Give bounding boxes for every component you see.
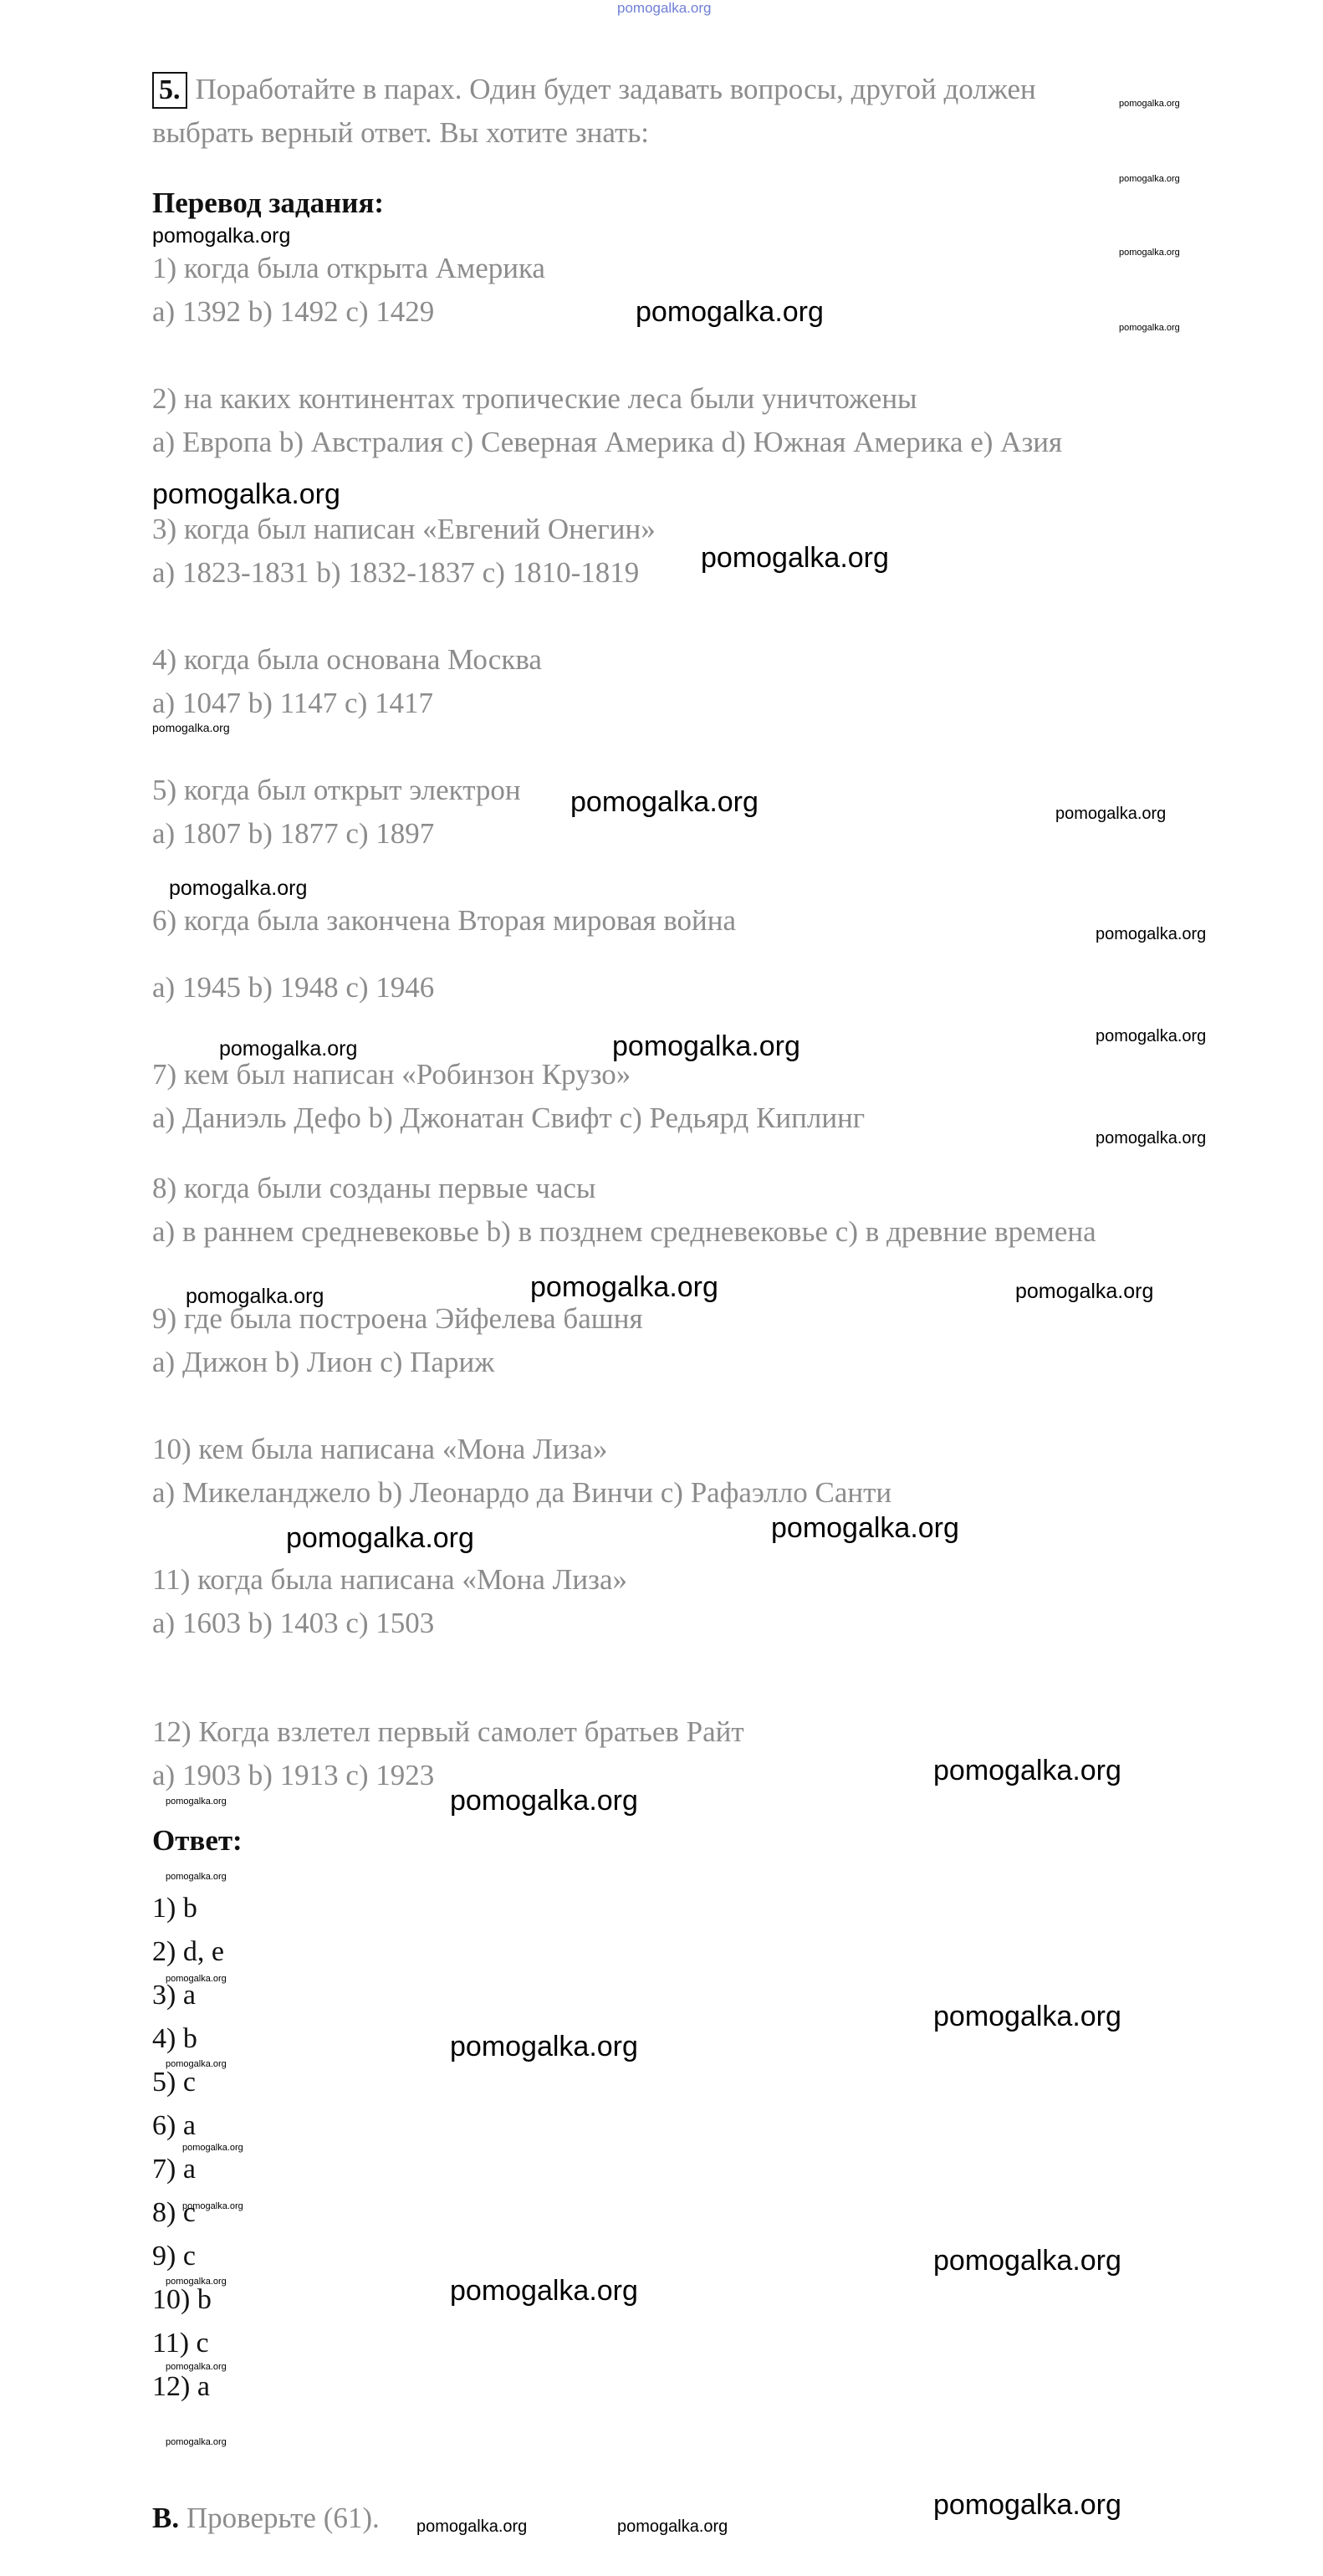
- answer-5: 5) c: [152, 2067, 196, 2098]
- options-6: a) 1945 b) 1948 c) 1946: [152, 971, 435, 1004]
- options-11: a) 1603 b) 1403 c) 1503: [152, 1607, 435, 1639]
- watermark: pomogalka.org: [152, 721, 230, 734]
- question-12: 12) Когда взлетел первый самолет братьев Райт: [152, 1715, 744, 1748]
- task-line-1: [152, 72, 1036, 109]
- question-3: 3) когда был написан «Евгений Онегин»: [152, 513, 656, 545]
- watermark: pomogalka.org: [166, 2362, 227, 2372]
- watermark: pomogalka.org: [450, 1785, 638, 1817]
- watermark: pomogalka.org: [152, 478, 340, 510]
- watermark: pomogalka.org: [166, 1974, 227, 1984]
- watermark: pomogalka.org: [166, 1797, 227, 1807]
- options-3: a) 1823-1831 b) 1832-1837 c) 1810-1819: [152, 556, 640, 589]
- answer-4: 4) b: [152, 2023, 197, 2054]
- watermark: pomogalka.org: [933, 2245, 1121, 2277]
- watermark: pomogalka.org: [1096, 1129, 1207, 1147]
- footer-text: Проверьте (61).: [186, 2502, 380, 2534]
- watermark: pomogalka.org: [636, 296, 824, 328]
- answer-2: 2) d, e: [152, 1936, 224, 1967]
- watermark: pomogalka.org: [933, 1755, 1121, 1786]
- options-7: a) Даниэль Дефо b) Джонатан Свифт c) Редьярд Киплинг: [152, 1101, 866, 1134]
- watermark: pomogalka.org: [933, 2001, 1121, 2032]
- question-5: 5) когда был открыт электрон: [152, 774, 521, 806]
- question-8: 8) когда были созданы первые часы: [152, 1172, 596, 1204]
- question-4: 4) когда была основана Москва: [152, 643, 542, 676]
- watermark: pomogalka.org: [182, 2143, 243, 2153]
- watermark: pomogalka.org: [612, 1030, 800, 1062]
- answer-heading: Ответ:: [152, 1824, 243, 1857]
- watermark: pomogalka.org: [701, 542, 889, 574]
- translation-heading: Перевод задания:: [152, 187, 385, 219]
- answer-11: 11) c: [152, 2328, 209, 2359]
- question-11: 11) когда была написана «Мона Лиза»: [152, 1563, 627, 1596]
- answer-9: 9) c: [152, 2241, 196, 2272]
- footer-letter: B.: [152, 2502, 180, 2534]
- site-header[interactable]: pomogalka.org: [617, 0, 712, 16]
- task-line-2: выбрать верный ответ. Вы хотите знать:: [152, 116, 650, 149]
- options-8: a) в раннем средневековье b) в позднем средневековье c) в древние времена: [152, 1215, 1096, 1248]
- watermark: pomogalka.org: [1096, 925, 1207, 943]
- question-6: 6) когда была закончена Вторая мировая война: [152, 904, 737, 937]
- answer-1: 1) b: [152, 1893, 197, 1924]
- watermark: pomogalka.org: [617, 2517, 728, 2536]
- watermark: pomogalka.org: [450, 2031, 638, 2062]
- watermark: pomogalka.org: [186, 1285, 324, 1308]
- options-2: a) Европа b) Австралия c) Северная Америка d) Южная Америка e) Азия: [152, 426, 1063, 458]
- options-9: a) Дижон b) Лион c) Париж: [152, 1346, 495, 1378]
- question-7: 7) кем был написан «Робинзон Крузо»: [152, 1058, 631, 1091]
- watermark: pomogalka.org: [166, 2059, 227, 2069]
- question-9: 9) где была построена Эйфелева башня: [152, 1302, 643, 1335]
- watermark: pomogalka.org: [570, 786, 759, 818]
- answer-3: 3) a: [152, 1980, 196, 2011]
- options-12: a) 1903 b) 1913 c) 1923: [152, 1759, 435, 1791]
- question-1: 1) когда была открыта Америка: [152, 252, 545, 284]
- task-number: 5.: [152, 72, 187, 109]
- watermark: pomogalka.org: [166, 2277, 227, 2287]
- watermark: pomogalka.org: [219, 1037, 358, 1061]
- watermark: pomogalka.org: [1015, 1280, 1154, 1303]
- watermark: pomogalka.org: [450, 2275, 638, 2307]
- answer-7: 7) a: [152, 2154, 196, 2185]
- watermark: pomogalka.org: [771, 1512, 959, 1544]
- answer-10: 10) b: [152, 2284, 212, 2315]
- answer-12: 12) a: [152, 2371, 210, 2402]
- watermark: pomogalka.org: [169, 877, 308, 900]
- options-5: a) 1807 b) 1877 c) 1897: [152, 817, 435, 850]
- answer-6: 6) a: [152, 2110, 196, 2141]
- watermark: pomogalka.org: [1119, 323, 1180, 333]
- answer-8: 8) c: [152, 2197, 196, 2228]
- watermark: pomogalka.org: [1119, 99, 1180, 109]
- watermark: pomogalka.org: [182, 2201, 243, 2211]
- watermark: pomogalka.org: [416, 2517, 528, 2536]
- watermark: pomogalka.org: [166, 2437, 227, 2447]
- watermark: pomogalka.org: [152, 224, 291, 248]
- options-10: a) Микеланджело b) Леонардо да Винчи c) Рафаэлло Санти: [152, 1476, 892, 1509]
- watermark: pomogalka.org: [1119, 174, 1180, 184]
- task-text-1: Поработайте в парах. Один будет задавать вопросы, другой должен: [195, 73, 1036, 105]
- question-10: 10) кем была написана «Мона Лиза»: [152, 1433, 608, 1465]
- watermark: pomogalka.org: [1096, 1027, 1207, 1045]
- options-4: a) 1047 b) 1147 c) 1417: [152, 687, 433, 719]
- watermark: pomogalka.org: [1119, 248, 1180, 258]
- watermark: pomogalka.org: [286, 1522, 474, 1554]
- watermark: pomogalka.org: [933, 2489, 1121, 2521]
- watermark: pomogalka.org: [166, 1872, 227, 1882]
- watermark: pomogalka.org: [1055, 805, 1167, 823]
- footer-line: [152, 2501, 380, 2536]
- options-1: a) 1392 b) 1492 c) 1429: [152, 295, 435, 328]
- question-2: 2) на каких континентах тропические леса были уничтожены: [152, 382, 917, 415]
- watermark: pomogalka.org: [530, 1271, 718, 1303]
